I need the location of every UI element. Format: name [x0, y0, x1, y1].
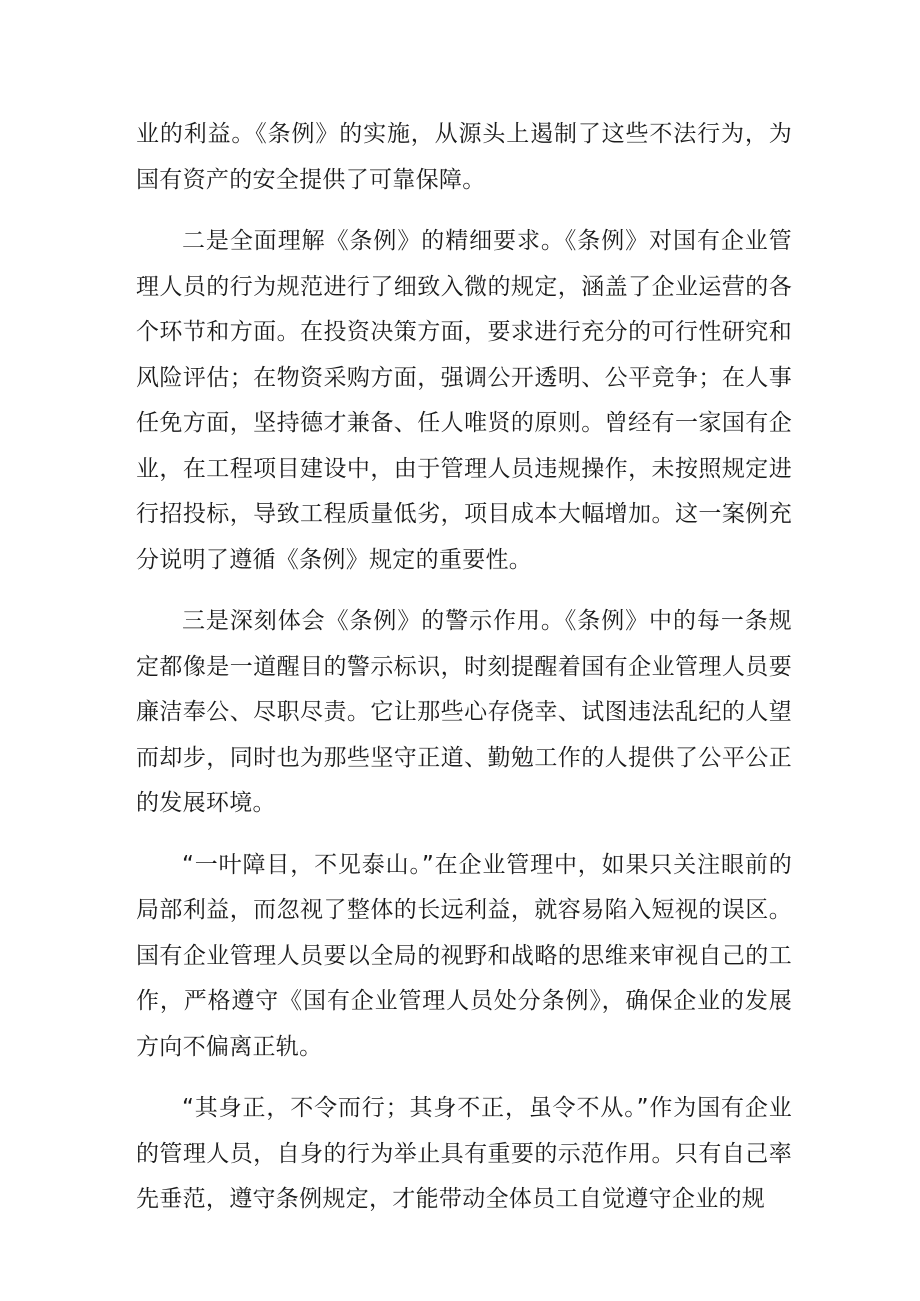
body-text — [136, 112, 792, 1239]
paragraph-second-point: 二是全面理解《条例》的精细要求。《条例》对国有企业管理人员的行为规范进行了细致入微的规定，涵盖了企业运营的各个环节和方面。在投资决策方面，要求进行充分的可行性研究和风险评估；在物资采购方面，强调公开透明、公平竞争；在人事任免方面，坚持德才兼备、任人唯贤的原则。曾经有一家国有企业，在工程项目建设中，由于管理人员违规操作，未按照规定进行招投标，导致工程质量低劣，项目成本大幅增加。这一案例充分说明了遵循《条例》规定的重要性。 — [136, 228, 792, 573]
paragraph-proverb-one: “一叶障目，不见泰山。”在企业管理中，如果只关注眼前的局部利益，而忽视了整体的长远利益，就容易陷入短视的误区。国有企业管理人员要以全局的视野和战略的思维来审视自己的工作，严格遵守《国有企业管理人员处分条例》，确保企业的发展方向不偏离正轨。 — [136, 851, 792, 1060]
paragraph-third-point: 三是深刻体会《条例》的警示作用。《条例》中的每一条规定都像是一道醒目的警示标识，时刻提醒着国有企业管理人员要廉洁奉公、尽职尽责。它让那些心存侥幸、试图违法乱纪的人望而却步，同时也为那些坚守正道、勤勉工作的人提供了公平公正的发展环境。 — [136, 608, 792, 816]
paragraph-continuation: 业的利益。《条例》的实施，从源头上遏制了这些不法行为，为国有资产的安全提供了可靠保障。 — [136, 121, 792, 193]
paragraph-proverb-two: “其身正，不令而行；其身不正，虽令不从。”作为国有企业的管理人员，自身的行为举止具有重要的示范作用。只有自己率先垂范，遵守条例规定，才能带动全体员工自觉遵守企业的规 — [136, 1095, 792, 1212]
